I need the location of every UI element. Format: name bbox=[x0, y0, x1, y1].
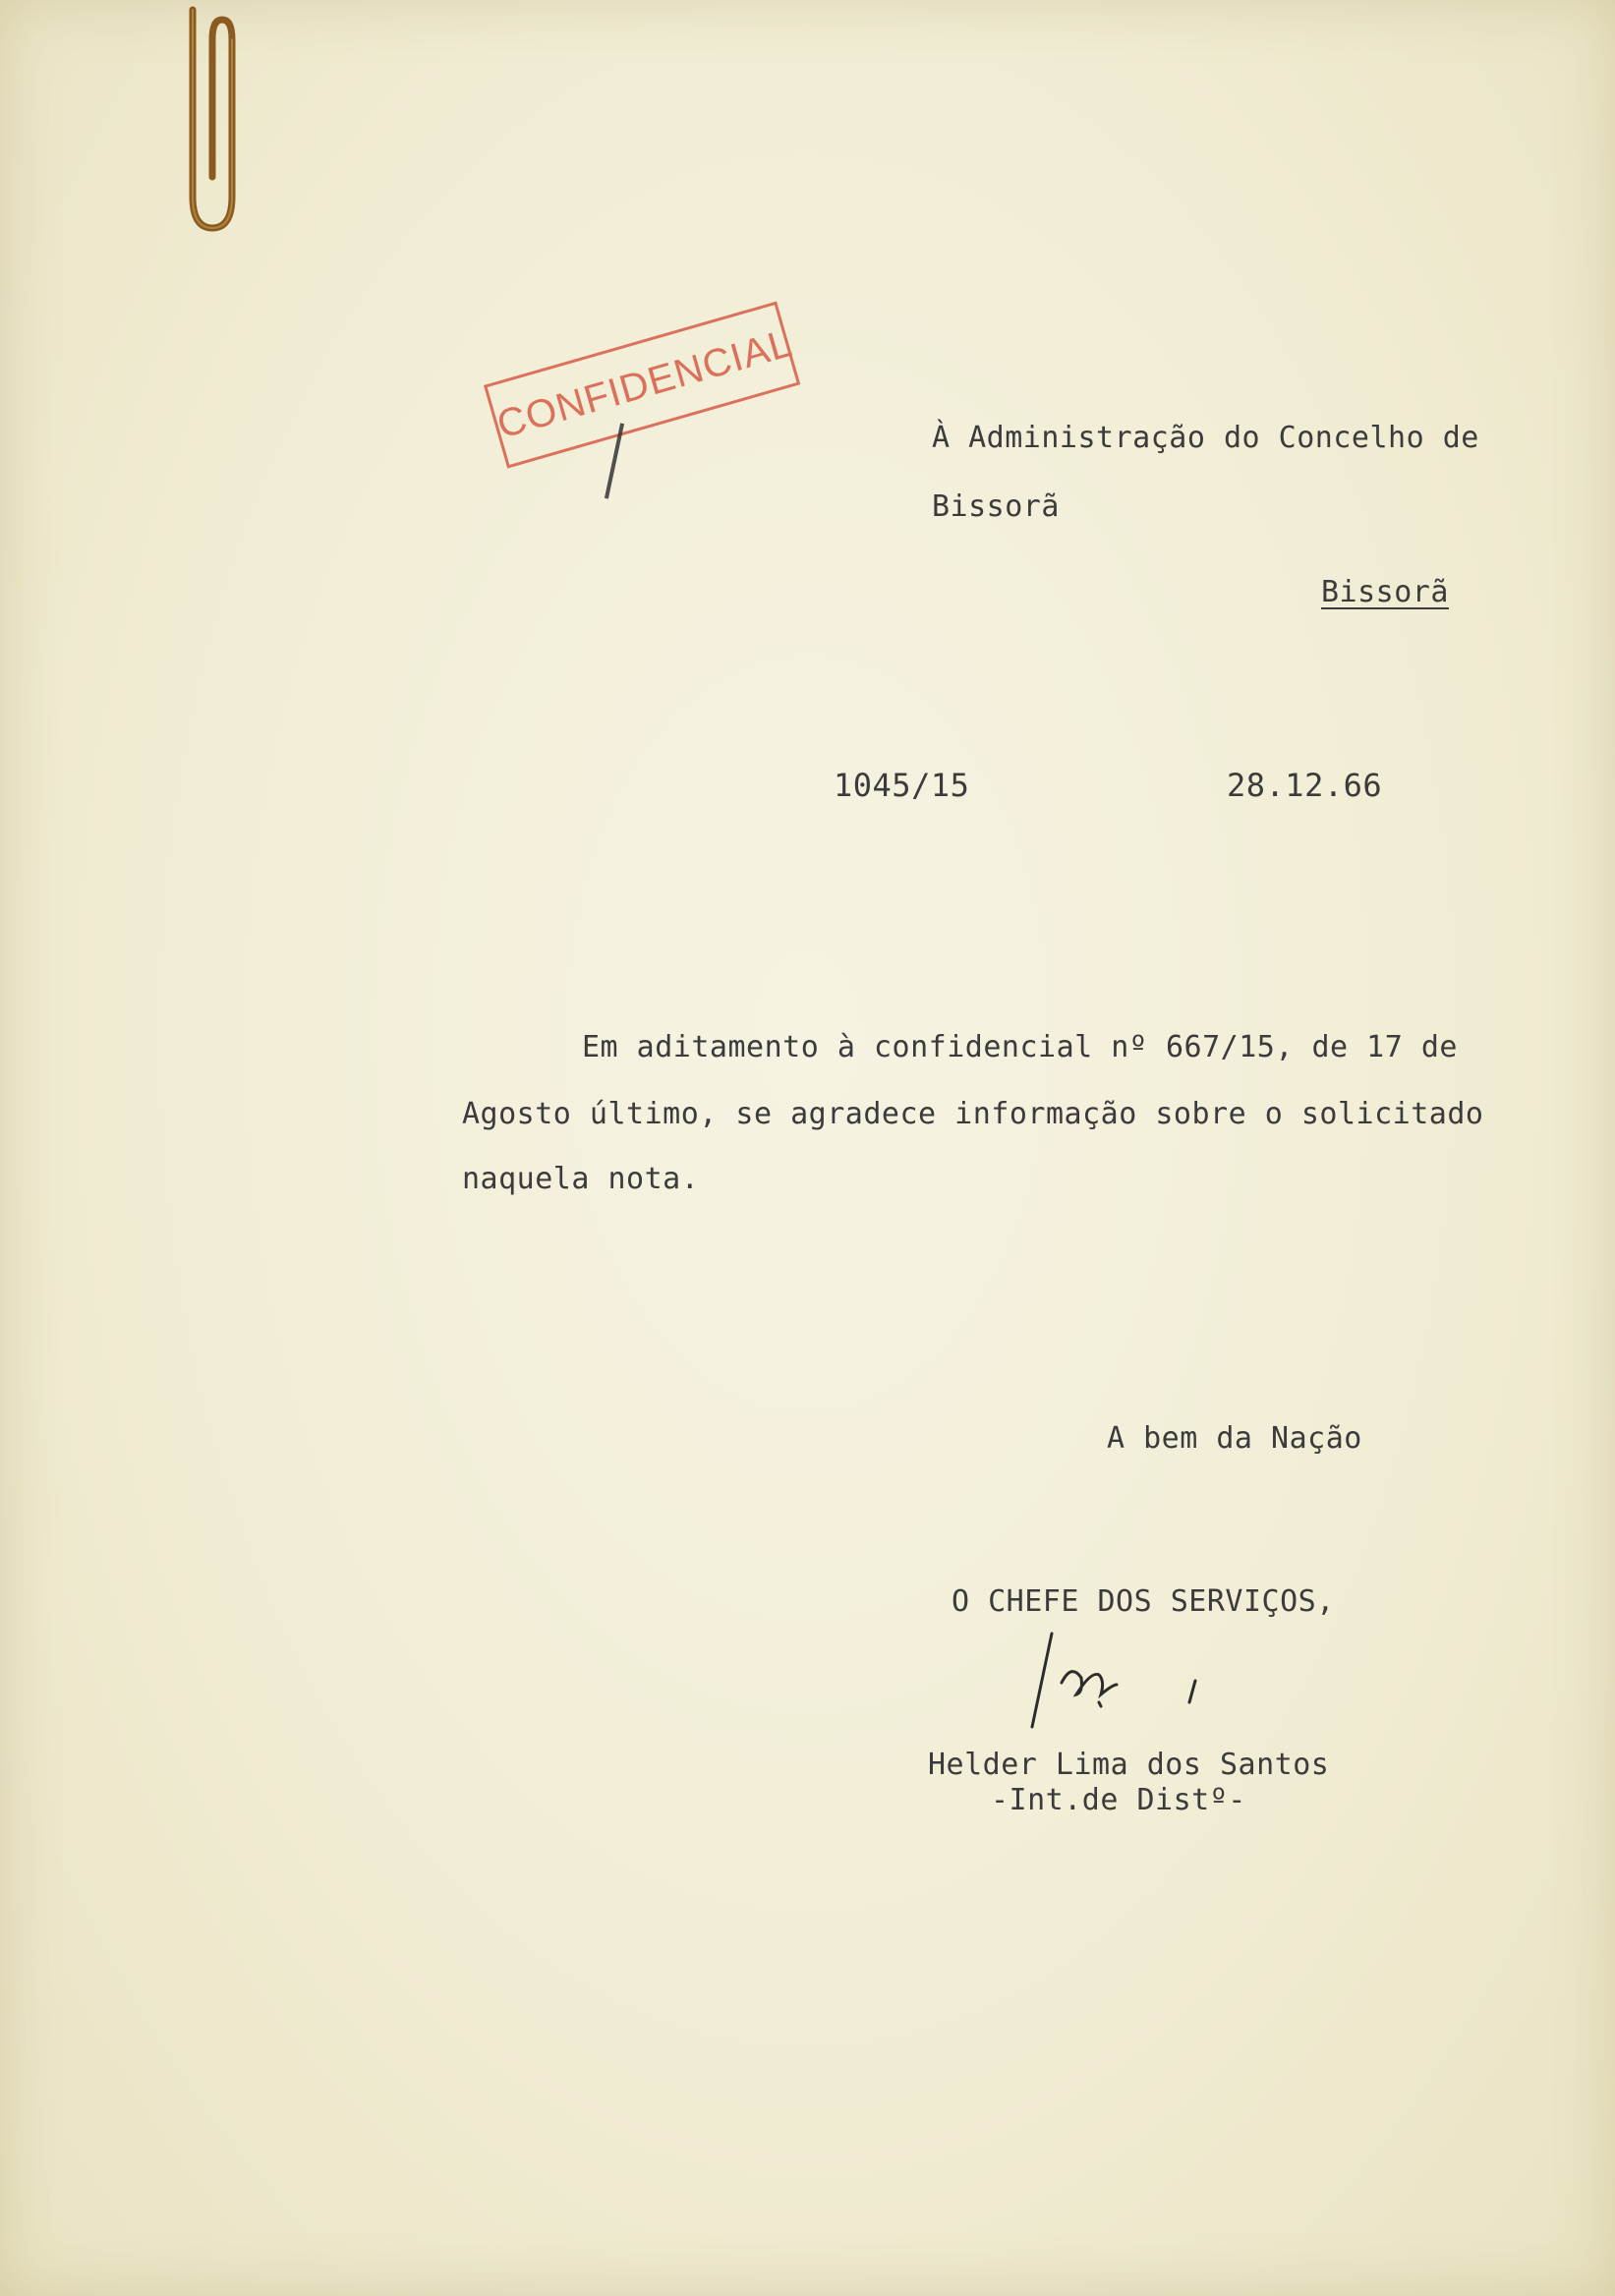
closing-salutation: A bem da Nação bbox=[1107, 1421, 1362, 1456]
confidential-stamp: CONFIDENCIAL bbox=[484, 302, 800, 469]
reference-number: 1045/15 bbox=[834, 767, 970, 804]
body-line-3: naquela nota. bbox=[462, 1162, 700, 1196]
body-line-1: Em aditamento à confidencial nº 667/15, de 17 de bbox=[582, 1030, 1458, 1064]
handwritten-signature bbox=[1022, 1624, 1239, 1742]
reference-date: 28.12.66 bbox=[1227, 767, 1383, 804]
addressee-line-2: Bissorã bbox=[932, 489, 1060, 524]
closing-title: O CHEFE DOS SERVIÇOS, bbox=[952, 1584, 1335, 1619]
addressee-place: Bissorã bbox=[1321, 575, 1449, 609]
body-line-2: Agosto último, se agradece informação sobre o solicitado bbox=[462, 1097, 1484, 1131]
addressee-line-1: À Administração do Concelho de bbox=[932, 421, 1479, 455]
paper-clip-icon bbox=[175, 0, 244, 236]
signatory-role: -Int.de Distº- bbox=[991, 1783, 1246, 1817]
signatory-name: Helder Lima dos Santos bbox=[928, 1748, 1330, 1782]
